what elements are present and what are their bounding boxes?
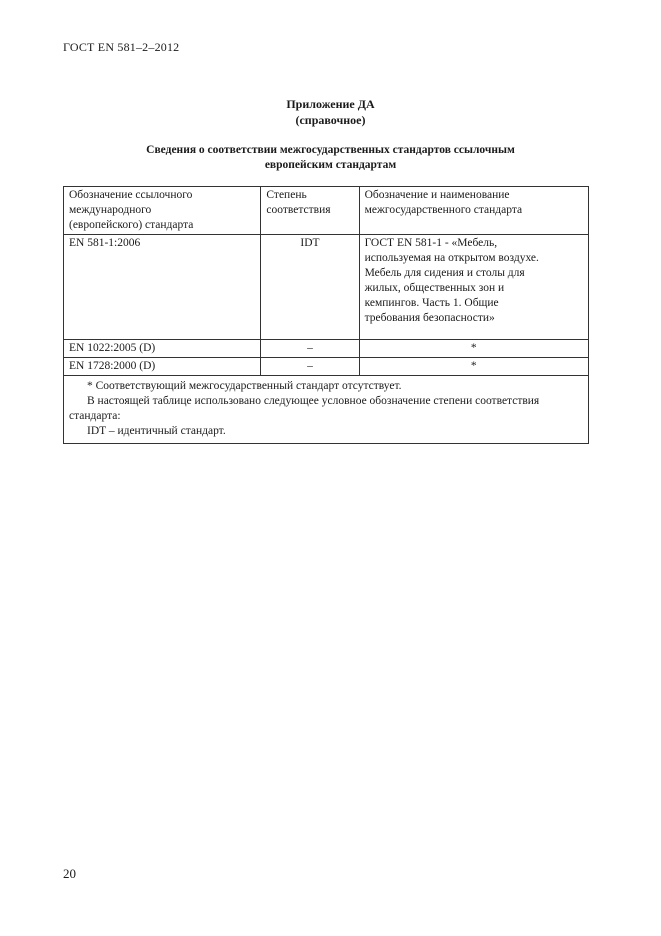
cell-reference: EN 1022:2005 (D): [64, 340, 261, 358]
cell-interstate: *: [359, 358, 588, 376]
table-row: [64, 358, 589, 376]
appendix-title: Приложение ДА: [286, 97, 375, 111]
table-header-row: [64, 187, 589, 235]
cell-degree: IDT: [261, 235, 359, 340]
cell-reference: EN 1728:2000 (D): [64, 358, 261, 376]
table-notes-row: [64, 376, 589, 444]
table-row: [64, 340, 589, 358]
header-interstate-standard: Обозначение и наименование межгосударственного стандарта: [359, 187, 588, 235]
correspondence-table: [63, 186, 589, 444]
table-row: [64, 235, 589, 340]
header-degree: Степень соответствия: [261, 187, 359, 235]
cell-reference: EN 581-1:2006: [64, 235, 261, 340]
header-reference-standard: Обозначение ссылочного международного (европейского) стандарта: [64, 187, 261, 235]
appendix-subtitle: (справочное): [295, 113, 366, 127]
table-title-line: европейским стандартам: [264, 159, 397, 171]
table-title-line: Сведения о соответствии межгосударственных стандартов ссылочным: [146, 144, 515, 156]
document-header: ГОСТ EN 581–2–2012: [63, 40, 180, 54]
page-number: 20: [63, 866, 76, 881]
footnote: * Соответствующий межгосударственный стандарт отсутствует.: [87, 380, 402, 392]
cell-interstate: ГОСТ EN 581-1 - «Мебель, используемая на открытом воздухе. Мебель для сидения и столы для жилых, общественных зон и кемпингов. Часть 1. Общие требования безопасности»: [359, 235, 588, 340]
table-notes: [64, 376, 589, 444]
cell-interstate: *: [359, 340, 588, 358]
cell-degree: –: [261, 358, 359, 376]
cell-degree: –: [261, 340, 359, 358]
notes-legend: IDT – идентичный стандарт.: [87, 425, 226, 437]
notes-explanation: В настоящей таблице использовано следующее условное обозначение степени соответствия стандарта:: [69, 395, 540, 422]
table-title: [100, 143, 561, 173]
